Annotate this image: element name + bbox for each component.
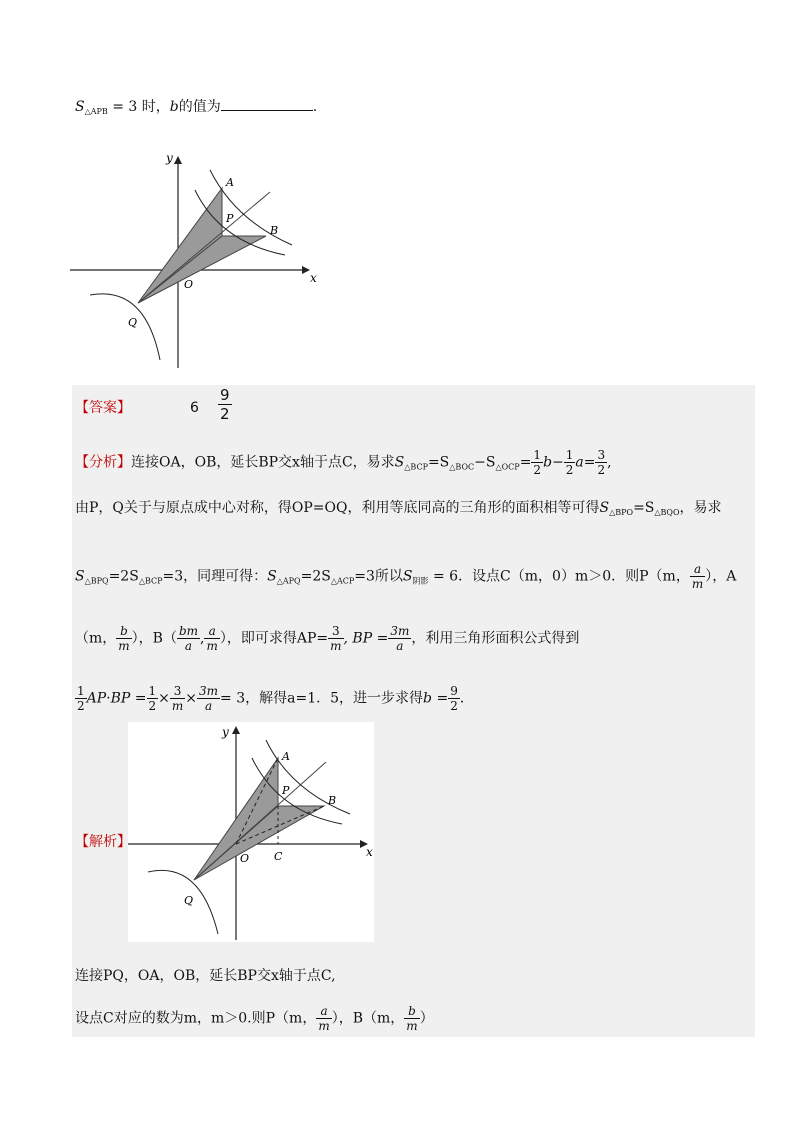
figure-1 <box>70 150 320 375</box>
answer-tag: 【答案】 <box>75 400 131 416</box>
fig1-label-A: A <box>226 176 234 189</box>
analysis-line-3: $S_{\triangle BPQ}=2S_{\triangle BCP}=3$，同理可得：$S_{\triangle APQ}=2S_{\triangle ACP}=3$所以$S_{阴影} = 6$．设点C（m，0）m＞0．则P（m， $\frac{a}{m}$ ），A <box>75 562 737 591</box>
area-symbol: S <box>75 99 85 115</box>
analysis-line-2: 由P，Q关于与原点成中心对称，得OP=OQ，利用等底同高的三角形的面积相等可得$S_{\triangle BPO}=S_{\triangle BQO}$，易求 <box>75 500 722 517</box>
fig2-label-B: B <box>328 794 337 807</box>
answer-line <box>75 398 131 418</box>
jiexi-tag: 【解析】 <box>75 834 131 850</box>
fig2-label-x: x <box>366 845 373 859</box>
analysis-line-4: （m， $\frac{b}{m}$ ），B（ $\frac{bm}{a}$ , $\frac{a}{m}$ ），即可求得AP= $\frac{3}{m}$ , BP = $\frac{3m}{a}$ ，利用三角形面积公式得到 <box>75 624 580 653</box>
solution-line-2: 设点C对应的数为m，m＞0.则P（m， $\frac{a}{m}$ ），B（m， $\frac{b}{m}$ ） <box>75 1004 434 1033</box>
analysis-line-5: $\frac{1}{2}$ AP·BP = $\frac{1}{2}$ × $\frac{3}{m}$ × $\frac{3m}{a}$ = 3，解得a=1．5，进一步求得b = $\frac{9}{2}$ ． <box>77 684 474 713</box>
figure-2 <box>128 722 374 942</box>
fig1-label-Q: Q <box>128 316 138 329</box>
fig2-label-A: A <box>282 750 290 763</box>
fig2-label-Q: Q <box>184 894 194 907</box>
fig1-label-P: P <box>226 212 234 225</box>
analysis-tag: 【分析】 <box>75 454 131 471</box>
fig1-label-x: x <box>310 271 317 285</box>
fig1-label-y: y <box>166 151 173 165</box>
question-tail: $S_{\triangle APB} = 3$ 时，b的值为 . <box>75 96 317 122</box>
answer-value-1: 6 <box>190 400 199 416</box>
fig1-label-B: B <box>270 224 279 237</box>
analysis-line-1: 【分析】连接OA，OB，延长BP交x轴于点C，易求$S_{\triangle BCP}=S_{\triangle BOC}-S_{\triangle OCP}=$ $\frac{1}{2}$ b− $\frac{1}{2}$ a= $\frac{3}{2}$ , <box>75 448 612 477</box>
solution-line-1: 连接PQ，OA，OB，延长BP交x轴于点C, <box>75 968 336 984</box>
fig1-label-O: O <box>184 278 194 291</box>
fig2-label-C: C <box>274 850 283 863</box>
answer-value-2: $\frac{9}{2}$ <box>220 386 230 423</box>
fig2-label-O: O <box>240 852 250 865</box>
jiexi-line <box>75 832 131 852</box>
answer-blank <box>221 96 313 111</box>
fig2-label-y: y <box>222 725 229 739</box>
fig2-label-P: P <box>282 784 290 797</box>
